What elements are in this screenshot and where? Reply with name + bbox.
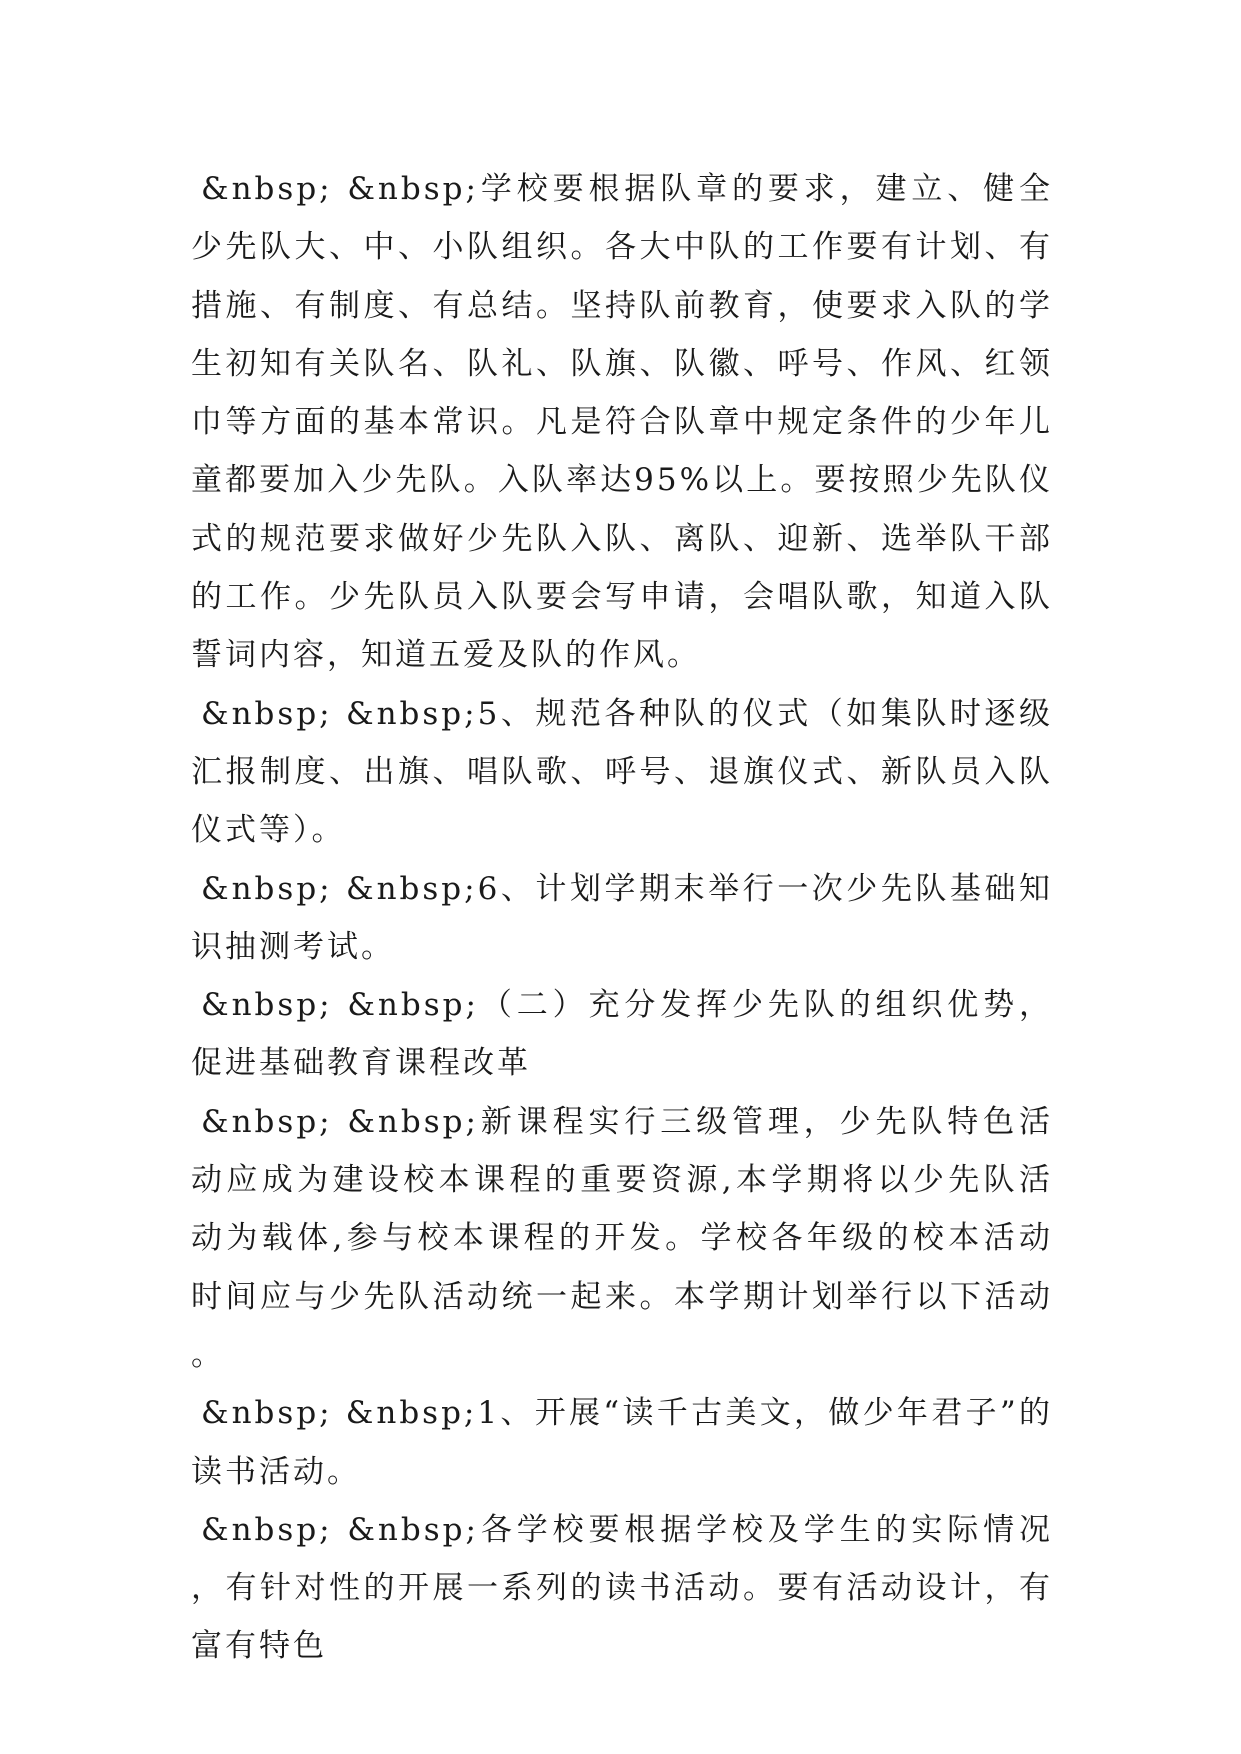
paragraph-item-5-ceremonies (191, 685, 1053, 860)
paragraph-new-curriculum (191, 1093, 1053, 1384)
paragraph-reading-activities (191, 1501, 1053, 1676)
paragraph-text: &nbsp; &nbsp;学校要根据队章的要求，建立、健全少先队大、中、小队组织。各大中队的工作要有计划、有措施、有制度、有总结。坚持队前教育，使要求入队的学生初知有关队名、队礼、队旗、队徽、呼号、作风、红领巾等方面的基本常识。凡是符合队章中规定条件的少年儿童都要加入少先队。入队率达95%以上。要按照少先队仪式的规范要求做好少先队入队、离队、迎新、选举队干部的工作。少先队员入队要会写申请，会唱队歌，知道入队誓词内容，知道五爱及队的作风。 (191, 171, 1053, 674)
paragraph-item-6-exam (191, 860, 1053, 977)
paragraph-text: &nbsp; &nbsp;1、开展“读千古美文，做少年君子”的读书活动。 (191, 1395, 1053, 1490)
paragraph-text: &nbsp; &nbsp;（二）充分发挥少先队的组织优势，促进基础教育课程改革 (191, 987, 1053, 1082)
paragraph-text: &nbsp; &nbsp;6、计划学期末举行一次少先队基础知识抽测考试。 (191, 870, 1053, 965)
paragraph-item-1-reading (191, 1384, 1053, 1501)
document-body (191, 160, 1053, 1676)
paragraph-team-organization (191, 160, 1053, 685)
paragraph-text: &nbsp; &nbsp;新课程实行三级管理，少先队特色活动应成为建设校本课程的重要资源,本学期将以少先队活动为载体,参与校本课程的开发。学校各年级的校本活动时间应与少先队活动统一起来。本学期计划举行以下活动。 (191, 1103, 1053, 1373)
paragraph-text: &nbsp; &nbsp;5、规范各种队的仪式（如集队时逐级汇报制度、出旗、唱队歌、呼号、退旗仪式、新队员入队仪式等）。 (191, 695, 1053, 849)
paragraph-text: &nbsp; &nbsp;各学校要根据学校及学生的实际情况，有针对性的开展一系列的读书活动。要有活动设计，有富有特色 (191, 1511, 1053, 1665)
section-heading-2 (191, 976, 1053, 1093)
